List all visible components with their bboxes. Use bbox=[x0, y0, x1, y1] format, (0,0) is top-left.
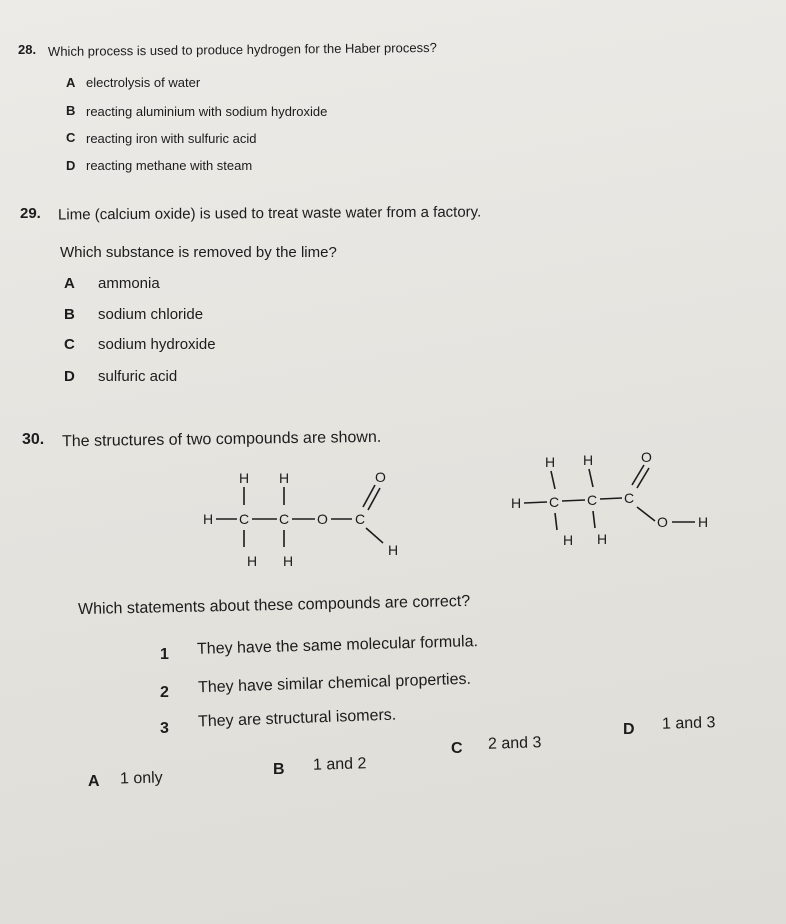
q30-intro: The structures of two compounds are shown. bbox=[61, 428, 382, 451]
q29-option-b-text[interactable]: sodium chloride bbox=[98, 306, 204, 323]
q28-option-c-text[interactable]: reacting iron with sulfuric acid bbox=[86, 131, 257, 146]
q29-option-c-text[interactable]: sodium hydroxide bbox=[98, 336, 216, 353]
q30-number: 30. bbox=[22, 431, 45, 448]
q28-option-d-text[interactable]: reacting methane with steam bbox=[86, 158, 253, 173]
q28-option-c-letter[interactable]: C bbox=[66, 130, 76, 145]
atom-h-bottom-1: H bbox=[247, 553, 258, 569]
atom-o-carbonyl: O bbox=[641, 449, 652, 465]
q30-option-b-text[interactable]: 1 and 2 bbox=[312, 755, 367, 774]
q30-statement-2-text: They have similar chemical properties. bbox=[197, 670, 472, 697]
atom-h-top-2: H bbox=[279, 470, 290, 486]
q30-option-b-letter[interactable]: B bbox=[273, 761, 285, 778]
q28-number: 28. bbox=[18, 42, 37, 57]
atom-h-left: H bbox=[511, 495, 522, 511]
q28-option-a-text[interactable]: electrolysis of water bbox=[86, 75, 201, 90]
atom-o-carbonyl: O bbox=[375, 469, 386, 485]
q28-option-a-letter[interactable]: A bbox=[66, 75, 76, 90]
q30-option-a-letter[interactable]: A bbox=[88, 773, 100, 790]
atom-h-bottom-2: H bbox=[283, 553, 294, 569]
atom-h-top-1: H bbox=[545, 454, 556, 470]
q30-statement-2-num: 2 bbox=[160, 684, 169, 701]
q29-option-d-text[interactable]: sulfuric acid bbox=[98, 368, 178, 385]
q28-option-d-letter[interactable]: D bbox=[66, 158, 76, 173]
atom-o-hydroxyl: O bbox=[657, 514, 668, 530]
q29-option-c-letter[interactable]: C bbox=[64, 336, 75, 353]
q28-option-b-text[interactable]: reacting aluminium with sodium hydroxide bbox=[86, 104, 328, 119]
atom-c-2: C bbox=[587, 492, 598, 508]
q30-option-c-text[interactable]: 2 and 3 bbox=[487, 734, 542, 753]
q30-option-a-text[interactable]: 1 only bbox=[119, 769, 163, 788]
q29-option-a-letter[interactable]: A bbox=[64, 275, 75, 292]
q30-option-d-text[interactable]: 1 and 3 bbox=[661, 714, 716, 733]
ester-structure-diagram bbox=[195, 465, 425, 575]
atom-h-top-1: H bbox=[239, 470, 250, 486]
atom-o-ester: O bbox=[317, 511, 328, 527]
q29-number: 29. bbox=[20, 205, 41, 222]
atom-h-bottom-1: H bbox=[563, 532, 574, 548]
q29-option-b-letter[interactable]: B bbox=[64, 306, 75, 323]
atom-c-1: C bbox=[239, 511, 250, 527]
q30-statement-1-num: 1 bbox=[160, 646, 169, 663]
atom-h-hydroxyl: H bbox=[698, 514, 709, 530]
q30-option-d-letter[interactable]: D bbox=[623, 721, 635, 738]
atom-c-2: C bbox=[279, 511, 290, 527]
q29-option-a-text[interactable]: ammonia bbox=[98, 275, 160, 292]
q30-statement-1-text: They have the same molecular formula. bbox=[196, 633, 479, 658]
atom-c-1: C bbox=[549, 494, 560, 510]
q30-question: Which statements about these compounds are correct? bbox=[77, 592, 471, 619]
acid-structure-diagram bbox=[505, 445, 740, 555]
atom-c-carboxyl: C bbox=[624, 490, 635, 506]
q28-question: Which process is used to produce hydrogen for the Haber process? bbox=[47, 39, 437, 60]
atom-c-carbonyl: C bbox=[355, 511, 366, 527]
atom-h-left: H bbox=[203, 511, 214, 527]
atom-h-top-2: H bbox=[583, 452, 594, 468]
q29-intro: Lime (calcium oxide) is used to treat waste water from a factory. bbox=[57, 203, 482, 224]
q29-option-d-letter[interactable]: D bbox=[64, 368, 75, 385]
atom-h-bottom-2: H bbox=[597, 531, 608, 547]
q30-option-c-letter[interactable]: C bbox=[451, 740, 463, 757]
q30-statement-3-num: 3 bbox=[160, 720, 169, 737]
q28-option-b-letter[interactable]: B bbox=[66, 103, 76, 118]
atom-h-formyl: H bbox=[388, 542, 399, 558]
q30-statement-3-text: They are structural isomers. bbox=[197, 706, 397, 731]
q29-question: Which substance is removed by the lime? bbox=[60, 244, 337, 261]
